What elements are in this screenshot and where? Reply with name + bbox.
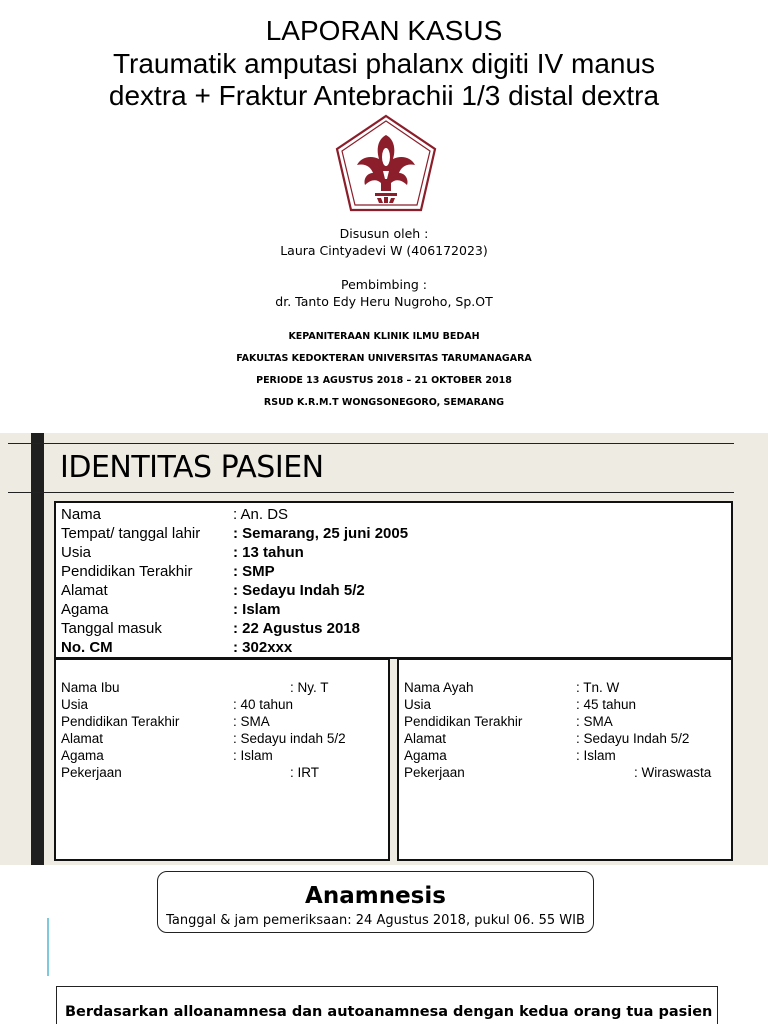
author-name: Laura Cintyadevi W (406172023)	[280, 243, 488, 258]
institution-department: KEPANITERAAN KLINIK ILMU BEDAH	[288, 331, 480, 342]
patient-label: No. CM	[61, 639, 113, 656]
mother-label: Usia	[61, 697, 89, 712]
father-label: Nama Ayah	[404, 680, 474, 695]
slide-title: IDENTITAS PASIEN	[60, 450, 324, 485]
father-value: : SMA	[576, 714, 613, 729]
patient-value: : 13 tahun	[233, 544, 304, 561]
father-label: Pendidikan Terakhir	[404, 714, 523, 729]
mother-label: Pendidikan Terakhir	[61, 714, 180, 729]
institution-faculty: FAKULTAS KEDOKTERAN UNIVERSITAS TARUMANAGARA	[236, 353, 532, 364]
father-value: : Wiraswasta	[634, 765, 712, 780]
accent-line	[47, 918, 49, 976]
patient-value: : An. DS	[233, 506, 289, 523]
patient-value: : Sedayu Indah 5/2	[233, 582, 365, 599]
anamnesis-body-text: Berdasarkan alloanamnesa dan autoanamnesa dengan kedua orang tua pasien	[65, 1004, 713, 1020]
title-divider-bottom	[8, 492, 734, 493]
author-label: Disusun oleh :	[339, 226, 429, 241]
mother-value: : Sedayu indah 5/2	[233, 731, 346, 746]
slide-accent-bar	[31, 433, 44, 865]
father-label: Agama	[404, 748, 447, 763]
father-label: Usia	[404, 697, 432, 712]
institution-hospital: RSUD K.R.M.T WONGSONEGORO, SEMARANG	[263, 397, 505, 408]
university-crest-icon	[331, 113, 441, 216]
anamnesis-slide	[0, 865, 768, 1024]
advisor-name: dr. Tanto Edy Heru Nugroho, Sp.OT	[275, 294, 493, 309]
patient-value: : 22 Agustus 2018	[233, 620, 360, 637]
patient-identity-slide	[0, 433, 768, 865]
father-value: : 45 tahun	[576, 697, 637, 712]
mother-value: : 40 tahun	[233, 697, 294, 712]
father-value: : Sedayu Indah 5/2	[576, 731, 690, 746]
father-label: Alamat	[404, 731, 447, 746]
anamnesis-text-box	[56, 986, 718, 1024]
mother-value: : Islam	[233, 748, 273, 763]
case-title-line-1: Traumatik amputasi phalanx digiti IV manus	[112, 48, 656, 79]
father-label: Pekerjaan	[404, 765, 465, 780]
mother-info-box	[54, 658, 390, 861]
patient-label: Nama	[61, 506, 102, 523]
advisor-label: Pembimbing :	[341, 277, 427, 292]
anamnesis-title: Anamnesis	[305, 883, 446, 909]
patient-label: Alamat	[61, 582, 108, 599]
father-value: : Tn. W	[576, 680, 620, 695]
institution-period: PERIODE 13 AGUSTUS 2018 – 21 OKTOBER 2018	[256, 375, 512, 386]
patient-label: Tanggal masuk	[61, 620, 162, 637]
father-value: : Islam	[576, 748, 616, 763]
patient-label: Usia	[61, 544, 92, 561]
patient-label: Pendidikan Terakhir	[61, 563, 193, 580]
mother-value: : Ny. T	[290, 680, 329, 695]
mother-label: Agama	[61, 748, 104, 763]
patient-info-box	[54, 501, 733, 659]
report-title: LAPORAN KASUS	[265, 15, 503, 46]
mother-value: : SMA	[233, 714, 270, 729]
father-info-box	[397, 658, 733, 861]
patient-value: : Islam	[233, 601, 281, 618]
patient-label: Agama	[61, 601, 109, 618]
anamnesis-header-box	[157, 871, 594, 933]
mother-label: Nama Ibu	[61, 680, 120, 695]
case-title-line-2: dextra + Fraktur Antebrachii 1/3 distal dextra	[108, 80, 660, 111]
patient-value: : 302xxx	[233, 639, 293, 656]
title-slide	[0, 0, 768, 433]
patient-value: : Semarang, 25 juni 2005	[233, 525, 409, 542]
patient-value: : SMP	[233, 563, 275, 580]
mother-label: Alamat	[61, 731, 104, 746]
mother-label: Pekerjaan	[61, 765, 122, 780]
mother-value: : IRT	[290, 765, 320, 780]
patient-label: Tempat/ tanggal lahir	[61, 525, 201, 542]
examination-datetime: Tanggal & jam pemeriksaan: 24 Agustus 2018, pukul 06. 55 WIB	[166, 913, 585, 928]
title-divider-top	[8, 443, 734, 444]
